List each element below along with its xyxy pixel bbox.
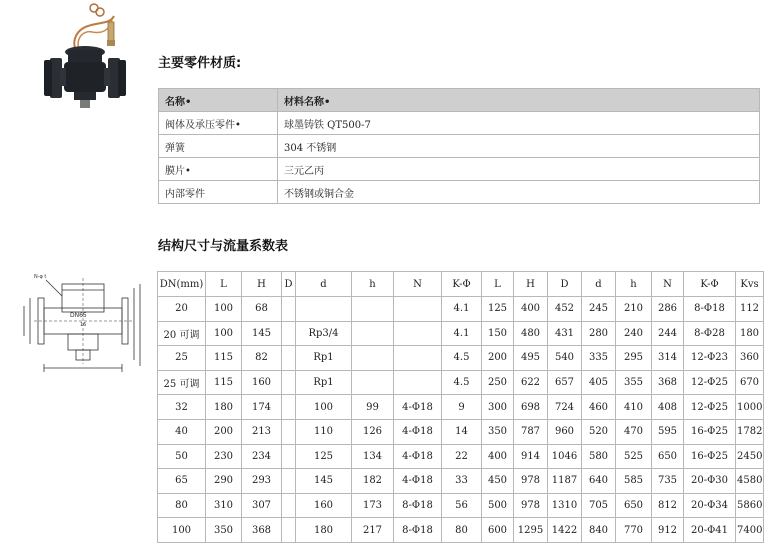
table-cell: Rp1 bbox=[296, 370, 352, 395]
table-cell bbox=[282, 518, 296, 543]
table-cell: 1310 bbox=[548, 493, 582, 518]
table-cell: 452 bbox=[548, 297, 582, 322]
table-cell: 525 bbox=[616, 444, 652, 469]
table-cell bbox=[282, 469, 296, 494]
dimensions-header-cell: L bbox=[206, 272, 242, 297]
materials-header-material: 材料名称• bbox=[278, 89, 760, 112]
table-cell: 812 bbox=[652, 493, 684, 518]
table-cell: 25 可调 bbox=[158, 370, 206, 395]
table-cell: 640 bbox=[582, 469, 616, 494]
part-name: 内部零件 bbox=[159, 181, 278, 204]
table-row bbox=[158, 518, 764, 543]
table-cell: 300 bbox=[482, 395, 514, 420]
table-cell: 4-Φ18 bbox=[394, 469, 442, 494]
table-cell: 182 bbox=[352, 469, 394, 494]
table-cell: 5860 bbox=[736, 493, 764, 518]
table-cell bbox=[296, 297, 352, 322]
table-cell: 912 bbox=[652, 518, 684, 543]
table-row bbox=[158, 395, 764, 420]
table-cell bbox=[282, 395, 296, 420]
table-cell: 1046 bbox=[548, 444, 582, 469]
table-cell: 217 bbox=[352, 518, 394, 543]
table-cell: 180 bbox=[736, 321, 764, 346]
table-cell: 68 bbox=[242, 297, 282, 322]
dimensions-header-cell: DN(mm) bbox=[158, 272, 206, 297]
table-cell: 4-Φ18 bbox=[394, 395, 442, 420]
table-cell: 174 bbox=[242, 395, 282, 420]
table-cell: 134 bbox=[352, 444, 394, 469]
dimensions-header-row bbox=[158, 272, 764, 297]
table-row bbox=[159, 158, 760, 181]
table-cell: 145 bbox=[242, 321, 282, 346]
dimensions-header-cell: D bbox=[282, 272, 296, 297]
dimensions-header-cell: d bbox=[296, 272, 352, 297]
dimensions-header-cell: D bbox=[548, 272, 582, 297]
table-cell: 310 bbox=[206, 493, 242, 518]
table-cell bbox=[282, 444, 296, 469]
dimensions-header-cell: L bbox=[482, 272, 514, 297]
materials-heading: 主要零件材质: bbox=[158, 56, 242, 71]
table-cell: 355 bbox=[616, 370, 652, 395]
table-cell: 280 bbox=[582, 321, 616, 346]
dimensions-header-cell: Kvs bbox=[736, 272, 764, 297]
table-cell: 540 bbox=[548, 346, 582, 371]
table-cell: 368 bbox=[652, 370, 684, 395]
table-row bbox=[158, 444, 764, 469]
table-cell: 1295 bbox=[514, 518, 548, 543]
table-cell: 1000 bbox=[736, 395, 764, 420]
table-cell bbox=[352, 370, 394, 395]
table-cell: 20 可调 bbox=[158, 321, 206, 346]
table-cell: 160 bbox=[296, 493, 352, 518]
table-cell: 314 bbox=[652, 346, 684, 371]
table-cell: 180 bbox=[206, 395, 242, 420]
table-row bbox=[158, 469, 764, 494]
table-cell: 914 bbox=[514, 444, 548, 469]
table-cell: 126 bbox=[352, 419, 394, 444]
table-cell bbox=[282, 346, 296, 371]
table-cell bbox=[394, 321, 442, 346]
table-row bbox=[158, 297, 764, 322]
table-cell: 112 bbox=[736, 297, 764, 322]
table-cell: 50 bbox=[158, 444, 206, 469]
table-cell bbox=[352, 346, 394, 371]
table-cell: 400 bbox=[482, 444, 514, 469]
table-cell: 200 bbox=[206, 419, 242, 444]
table-cell: 405 bbox=[582, 370, 616, 395]
table-cell: 290 bbox=[206, 469, 242, 494]
table-cell: 160 bbox=[242, 370, 282, 395]
table-cell: 245 bbox=[582, 297, 616, 322]
table-cell: 56 bbox=[442, 493, 482, 518]
table-cell: 350 bbox=[206, 518, 242, 543]
table-cell: 12-Φ25 bbox=[684, 370, 736, 395]
drawing-label-bolts: N-φ t bbox=[34, 274, 47, 280]
table-row bbox=[158, 493, 764, 518]
valve-dimension-drawing bbox=[10, 268, 150, 376]
table-cell: 307 bbox=[242, 493, 282, 518]
table-cell: 12-Φ23 bbox=[684, 346, 736, 371]
table-cell: 4.5 bbox=[442, 346, 482, 371]
table-cell bbox=[282, 493, 296, 518]
table-cell: 80 bbox=[158, 493, 206, 518]
table-cell: 33 bbox=[442, 469, 482, 494]
table-row bbox=[159, 135, 760, 158]
table-cell: 110 bbox=[296, 419, 352, 444]
table-cell: 450 bbox=[482, 469, 514, 494]
table-cell: 20-Φ41 bbox=[684, 518, 736, 543]
dimensions-header-cell: N bbox=[652, 272, 684, 297]
table-cell: 650 bbox=[616, 493, 652, 518]
part-material: 球墨铸铁 QT500-7 bbox=[278, 112, 760, 135]
table-cell: 698 bbox=[514, 395, 548, 420]
table-cell: 1187 bbox=[548, 469, 582, 494]
table-cell: 2450 bbox=[736, 444, 764, 469]
table-cell bbox=[282, 321, 296, 346]
table-cell: 735 bbox=[652, 469, 684, 494]
table-cell: 8-Φ18 bbox=[684, 297, 736, 322]
table-cell: 244 bbox=[652, 321, 684, 346]
drawing-label-pn: 16 bbox=[80, 322, 87, 328]
dimensions-heading: 结构尺寸与流量系数表 bbox=[158, 239, 289, 254]
table-cell: 960 bbox=[548, 419, 582, 444]
table-cell: 770 bbox=[616, 518, 652, 543]
table-cell: 585 bbox=[616, 469, 652, 494]
table-cell bbox=[394, 346, 442, 371]
table-cell: 600 bbox=[482, 518, 514, 543]
table-row bbox=[158, 321, 764, 346]
table-cell: 650 bbox=[652, 444, 684, 469]
part-material: 不锈钢或铜合金 bbox=[278, 181, 760, 204]
table-cell: 65 bbox=[158, 469, 206, 494]
table-cell: 40 bbox=[158, 419, 206, 444]
table-cell: 145 bbox=[296, 469, 352, 494]
table-cell: 4-Φ18 bbox=[394, 419, 442, 444]
table-cell: 100 bbox=[206, 297, 242, 322]
table-cell: 213 bbox=[242, 419, 282, 444]
table-cell: 705 bbox=[582, 493, 616, 518]
table-cell: 460 bbox=[582, 395, 616, 420]
table-cell: 16-Φ25 bbox=[684, 419, 736, 444]
table-cell: 250 bbox=[482, 370, 514, 395]
table-cell: 22 bbox=[442, 444, 482, 469]
table-cell: 20-Φ30 bbox=[684, 469, 736, 494]
table-cell: 115 bbox=[206, 370, 242, 395]
table-cell: 180 bbox=[296, 518, 352, 543]
table-cell: 7400 bbox=[736, 518, 764, 543]
table-cell: 840 bbox=[582, 518, 616, 543]
table-cell: 978 bbox=[514, 493, 548, 518]
table-cell: 408 bbox=[652, 395, 684, 420]
table-cell: 431 bbox=[548, 321, 582, 346]
drawing-label-dn: DN65 bbox=[70, 312, 87, 319]
table-cell: 4.1 bbox=[442, 297, 482, 322]
part-material: 三元乙丙 bbox=[278, 158, 760, 181]
dimensions-header-cell: K-Φ bbox=[442, 272, 482, 297]
table-row bbox=[158, 346, 764, 371]
table-cell: 4.5 bbox=[442, 370, 482, 395]
table-cell: 14 bbox=[442, 419, 482, 444]
dimensions-header-cell: d bbox=[582, 272, 616, 297]
table-cell: 350 bbox=[482, 419, 514, 444]
dimensions-header-cell: h bbox=[616, 272, 652, 297]
table-cell: 115 bbox=[206, 346, 242, 371]
table-cell: 80 bbox=[442, 518, 482, 543]
table-cell bbox=[282, 370, 296, 395]
table-cell: Rp1 bbox=[296, 346, 352, 371]
table-cell: 410 bbox=[616, 395, 652, 420]
table-cell: 1422 bbox=[548, 518, 582, 543]
materials-header-name: 名称• bbox=[159, 89, 278, 112]
table-cell: 495 bbox=[514, 346, 548, 371]
table-cell: 360 bbox=[736, 346, 764, 371]
table-cell: 8-Φ28 bbox=[684, 321, 736, 346]
table-cell: 20-Φ34 bbox=[684, 493, 736, 518]
table-cell: 670 bbox=[736, 370, 764, 395]
table-row bbox=[159, 181, 760, 204]
table-cell: 173 bbox=[352, 493, 394, 518]
table-cell: Rp3/4 bbox=[296, 321, 352, 346]
table-cell: 210 bbox=[616, 297, 652, 322]
table-cell: 150 bbox=[482, 321, 514, 346]
materials-table bbox=[158, 88, 760, 204]
part-material: 304 不锈钢 bbox=[278, 135, 760, 158]
table-cell bbox=[282, 297, 296, 322]
table-cell: 240 bbox=[616, 321, 652, 346]
dimensions-header-cell: h bbox=[352, 272, 394, 297]
table-cell bbox=[282, 419, 296, 444]
dimensions-table bbox=[157, 271, 764, 543]
table-cell: 295 bbox=[616, 346, 652, 371]
table-row bbox=[158, 370, 764, 395]
table-cell: 368 bbox=[242, 518, 282, 543]
table-cell: 16-Φ25 bbox=[684, 444, 736, 469]
table-cell: 99 bbox=[352, 395, 394, 420]
table-cell bbox=[394, 370, 442, 395]
table-row bbox=[158, 419, 764, 444]
dimensions-header-cell: H bbox=[514, 272, 548, 297]
table-cell: 724 bbox=[548, 395, 582, 420]
materials-header-row bbox=[159, 89, 760, 112]
table-cell: 580 bbox=[582, 444, 616, 469]
table-cell: 978 bbox=[514, 469, 548, 494]
dimensions-header-cell: N bbox=[394, 272, 442, 297]
table-cell: 4.1 bbox=[442, 321, 482, 346]
table-cell: 8-Φ18 bbox=[394, 493, 442, 518]
part-name: 弹簧 bbox=[159, 135, 278, 158]
table-cell bbox=[394, 297, 442, 322]
table-row bbox=[159, 112, 760, 135]
table-cell: 622 bbox=[514, 370, 548, 395]
table-cell: 20 bbox=[158, 297, 206, 322]
valve-product-photo bbox=[40, 2, 140, 114]
table-cell: 125 bbox=[296, 444, 352, 469]
table-cell: 470 bbox=[616, 419, 652, 444]
table-cell: 100 bbox=[206, 321, 242, 346]
dimensions-header-cell: K-Φ bbox=[684, 272, 736, 297]
table-cell: 8-Φ18 bbox=[394, 518, 442, 543]
table-cell: 335 bbox=[582, 346, 616, 371]
table-cell: 657 bbox=[548, 370, 582, 395]
table-cell bbox=[352, 321, 394, 346]
table-cell: 82 bbox=[242, 346, 282, 371]
table-cell: 230 bbox=[206, 444, 242, 469]
table-cell: 9 bbox=[442, 395, 482, 420]
dimensions-header-cell: H bbox=[242, 272, 282, 297]
table-cell: 4580 bbox=[736, 469, 764, 494]
table-cell: 520 bbox=[582, 419, 616, 444]
table-cell: 234 bbox=[242, 444, 282, 469]
table-cell: 293 bbox=[242, 469, 282, 494]
table-cell: 595 bbox=[652, 419, 684, 444]
table-cell: 32 bbox=[158, 395, 206, 420]
table-cell: 1782 bbox=[736, 419, 764, 444]
table-cell: 500 bbox=[482, 493, 514, 518]
table-cell: 4-Φ18 bbox=[394, 444, 442, 469]
part-name: 膜片• bbox=[159, 158, 278, 181]
table-cell: 787 bbox=[514, 419, 548, 444]
part-name: 阀体及承压零件• bbox=[159, 112, 278, 135]
table-cell bbox=[352, 297, 394, 322]
table-cell: 12-Φ25 bbox=[684, 395, 736, 420]
table-cell: 25 bbox=[158, 346, 206, 371]
table-cell: 100 bbox=[296, 395, 352, 420]
table-cell: 400 bbox=[514, 297, 548, 322]
table-cell: 100 bbox=[158, 518, 206, 543]
table-cell: 200 bbox=[482, 346, 514, 371]
table-cell: 125 bbox=[482, 297, 514, 322]
table-cell: 480 bbox=[514, 321, 548, 346]
table-cell: 286 bbox=[652, 297, 684, 322]
